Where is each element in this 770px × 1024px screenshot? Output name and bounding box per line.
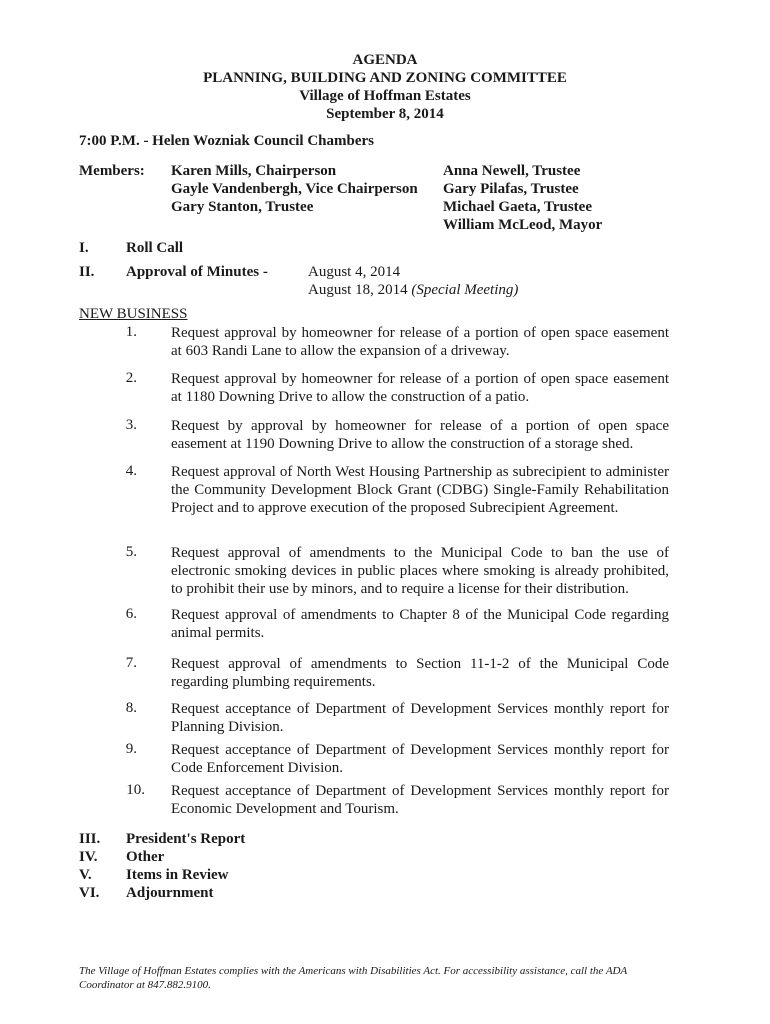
section-presidents-report: President's Report: [126, 831, 246, 847]
section-items-in-review: Items in Review: [126, 867, 229, 883]
member-left-3: Gary Stanton, Trustee: [171, 199, 314, 215]
item-number: 10.: [126, 782, 145, 798]
section-approval-minutes: Approval of Minutes -: [126, 264, 268, 280]
item-number: 3.: [125, 417, 137, 433]
agenda-item: Request by approval by homeowner for release of a portion of open space easement at 1190 Downing Drive to allow the construction of a storage shed.: [171, 418, 669, 452]
agenda-item: Request approval of amendments to Chapter 8 of the Municipal Code regarding animal permits.: [171, 607, 669, 641]
village-name: Village of Hoffman Estates: [299, 88, 471, 104]
item-number: 9.: [125, 741, 137, 757]
members-label: Members:: [79, 163, 145, 179]
item-number: 8.: [125, 700, 137, 716]
member-right-4: William McLeod, Mayor: [443, 217, 603, 233]
item-number: 7.: [125, 655, 137, 671]
item-number: 6.: [125, 606, 137, 622]
member-left-2: Gayle Vandenbergh, Vice Chairperson: [171, 181, 418, 197]
section-num-1: I.: [79, 240, 89, 256]
new-business-heading: NEW BUSINESS: [79, 306, 188, 322]
member-right-3: Michael Gaeta, Trustee: [443, 199, 592, 215]
section-num-2: II.: [79, 264, 95, 280]
member-right-1: Anna Newell, Trustee: [443, 163, 581, 179]
section-num-5: V.: [79, 867, 92, 883]
member-left-1: Karen Mills, Chairperson: [171, 163, 337, 179]
ada-footer-note: The Village of Hoffman Estates complies with the Americans with Disabilities Act. For accessibility assistance, call the ADA Coordinator at 847.882.9100.: [79, 965, 628, 991]
minutes-date-1: August 4, 2014: [308, 264, 401, 280]
section-adjournment: Adjournment: [126, 885, 214, 901]
agenda-item: Request approval of amendments to the Municipal Code to ban the use of electronic smoking devices in public places where smoking is already prohibited, to prohibit their use by minors, and to require a license for their distribution.: [171, 545, 669, 597]
minutes-date-2-text: August 18, 2014: [308, 282, 408, 298]
item-number: 2.: [125, 370, 137, 386]
agenda-item: Request acceptance of Department of Development Services monthly report for Economic Development and Tourism.: [171, 783, 669, 817]
section-num-6: VI.: [79, 885, 100, 901]
agenda-item: Request approval by homeowner for release of a portion of open space easement at 1180 Downing Drive to allow the construction of a patio.: [171, 371, 669, 405]
agenda-item: Request acceptance of Department of Development Services monthly report for Planning Division.: [171, 701, 669, 735]
time-location: 7:00 P.M. - Helen Wozniak Council Chambers: [79, 133, 375, 149]
agenda-item: Request approval of amendments to Section 11-1-2 of the Municipal Code regarding plumbing requirements.: [171, 656, 669, 690]
committee-name: PLANNING, BUILDING AND ZONING COMMITTEE: [203, 70, 567, 86]
meeting-date: September 8, 2014: [326, 106, 444, 122]
minutes-date-2: [308, 282, 518, 299]
minutes-date-2-note: (Special Meeting): [411, 282, 519, 298]
agenda-item: Request approval of North West Housing Partnership as subrecipient to administer the Community Development Block Grant (CDBG) Single-Family Rehabilitation Project and to approve execution of the proposed Subrecipient Agreement.: [171, 464, 669, 516]
section-num-4: IV.: [79, 849, 98, 865]
item-number: 5.: [125, 544, 137, 560]
agenda-item: Request approval by homeowner for release of a portion of open space easement at 603 Randi Lane to allow the expansion of a driveway.: [171, 325, 669, 359]
member-right-2: Gary Pilafas, Trustee: [443, 181, 579, 197]
section-other: Other: [126, 849, 165, 865]
section-roll-call: Roll Call: [126, 240, 184, 256]
section-num-3: III.: [79, 831, 101, 847]
item-number: 1.: [125, 324, 137, 340]
agenda-item: Request acceptance of Department of Development Services monthly report for Code Enforcement Division.: [171, 742, 669, 776]
item-number: 4.: [125, 463, 137, 479]
agenda-title: AGENDA: [352, 52, 418, 68]
